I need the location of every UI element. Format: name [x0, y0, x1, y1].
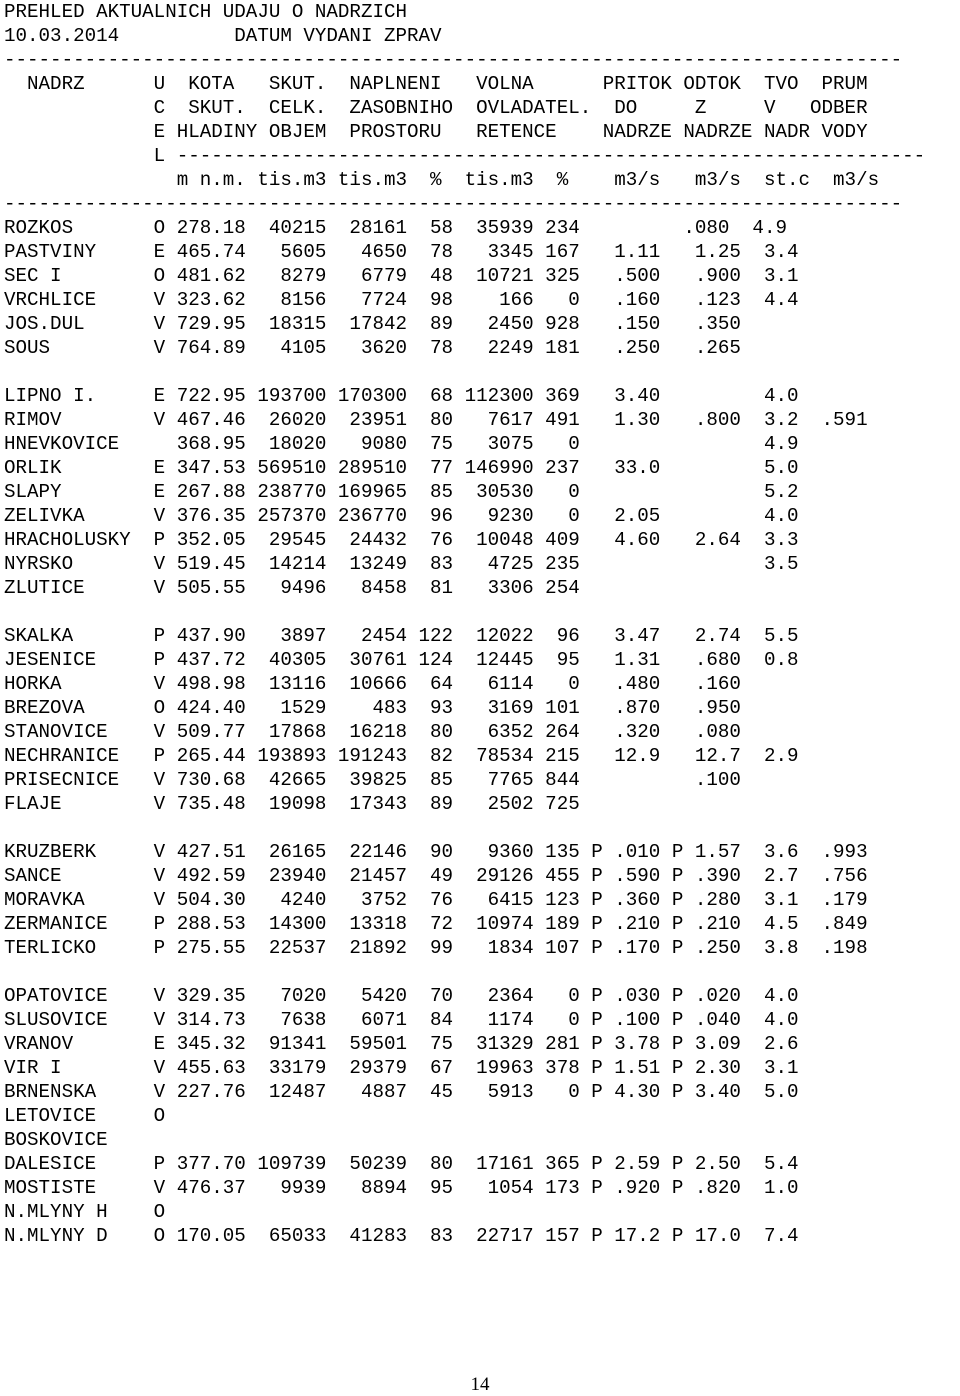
- reservoir-report: [4, 0, 925, 1248]
- table-row: MORAVKA V 504.30 4240 3752 76 6415 123 P .360 P .280 3.1 .179: [4, 889, 868, 911]
- table-row: DALESICE P 377.70 109739 50239 80 17161 365 P 2.59 P 2.50 5.4: [4, 1153, 799, 1175]
- table-row: LIPNO I. E 722.95 193700 170300 68 112300 369 3.40 4.0: [4, 385, 799, 407]
- table-row: TERLICKO P 275.55 22537 21892 99 1834 107 P .170 P .250 3.8 .198: [4, 937, 868, 959]
- table-row: JESENICE P 437.72 40305 30761 124 12445 95 1.31 .680 0.8: [4, 649, 799, 671]
- table-row: HRACHOLUSKY P 352.05 29545 24432 76 10048 409 4.60 2.64 3.3: [4, 529, 799, 551]
- blank-line: [4, 600, 925, 624]
- blank-line: [4, 360, 925, 384]
- separator-line: ------------------------------------------------------------------------------: [4, 49, 903, 71]
- table-row: PRISECNICE V 730.68 42665 39825 85 7765 844 .100: [4, 769, 741, 791]
- table-row: N.MLYNY D O 170.05 65033 41283 83 22717 157 P 17.2 P 17.0 7.4: [4, 1225, 799, 1247]
- table-row: N.MLYNY H O: [4, 1201, 166, 1223]
- table-row: JOS.DUL V 729.95 18315 17842 89 2450 928 .150 .350: [4, 313, 741, 335]
- table-row: SANCE V 492.59 23940 21457 49 29126 455 P .590 P .390 2.7 .756: [4, 865, 868, 887]
- table-row: BREZOVA O 424.40 1529 483 93 3169 101 .870 .950: [4, 697, 741, 719]
- table-row: FLAJE V 735.48 19098 17343 89 2502 725: [4, 793, 580, 815]
- table-row: ZERMANICE P 288.53 14300 13318 72 10974 189 P .210 P .210 4.5 .849: [4, 913, 868, 935]
- table-row: SEC I O 481.62 8279 6779 48 10721 325 .500 .900 3.1: [4, 265, 799, 287]
- table-row: ZLUTICE V 505.55 9496 8458 81 3306 254: [4, 577, 580, 599]
- table-row: ROZKOS O 278.18 40215 28161 58 35939 234 .080 4.9: [4, 217, 787, 239]
- table-row: KRUZBERK V 427.51 26165 22146 90 9360 135 P .010 P 1.57 3.6 .993: [4, 841, 868, 863]
- table-row: SKALKA P 437.90 3897 2454 122 12022 96 3.47 2.74 5.5: [4, 625, 799, 647]
- table-row: PASTVINY E 465.74 5605 4650 78 3345 167 1.11 1.25 3.4: [4, 241, 799, 263]
- table-row: SLUSOVICE V 314.73 7638 6071 84 1174 0 P .100 P .040 4.0: [4, 1009, 799, 1031]
- table-row: ORLIK E 347.53 569510 289510 77 146990 237 33.0 5.0: [4, 457, 799, 479]
- column-header-line: m n.m. tis.m3 tis.m3 % tis.m3 % m3/s m3/s st.c m3/s: [4, 169, 880, 191]
- column-header-line: NADRZ U KOTA SKUT. NAPLNENI VOLNA PRITOK ODTOK TVO PRUM: [4, 73, 868, 95]
- table-row: VRCHLICE V 323.62 8156 7724 98 166 0 .160 .123 4.4: [4, 289, 799, 311]
- blank-line: [4, 960, 925, 984]
- page-number: 14: [470, 1374, 490, 1395]
- column-header-line: C SKUT. CELK. ZASOBNIHO OVLADATEL. DO Z V ODBER: [4, 97, 868, 119]
- table-row: LETOVICE O: [4, 1105, 166, 1127]
- separator-line: ------------------------------------------------------------------------------: [4, 193, 903, 215]
- blank-line: [4, 816, 925, 840]
- table-row: SOUS V 764.89 4105 3620 78 2249 181 .250 .265: [4, 337, 741, 359]
- table-row: BRNENSKA V 227.76 12487 4887 45 5913 0 P 4.30 P 3.40 5.0: [4, 1081, 799, 1103]
- report-title-line: 10.03.2014 DATUM VYDANI ZPRAV: [4, 25, 442, 47]
- table-row: HORKA V 498.98 13116 10666 64 6114 0 .480 .160: [4, 673, 741, 695]
- table-row: OPATOVICE V 329.35 7020 5420 70 2364 0 P .030 P .020 4.0: [4, 985, 799, 1007]
- separator-line: L -----------------------------------------------------------------: [4, 145, 926, 167]
- table-row: MOSTISTE V 476.37 9939 8894 95 1054 173 P .920 P .820 1.0: [4, 1177, 799, 1199]
- table-row: SLAPY E 267.88 238770 169965 85 30530 0 5.2: [4, 481, 799, 503]
- report-title-line: PREHLED AKTUALNICH UDAJU O NADRZICH: [4, 1, 408, 23]
- table-row: HNEVKOVICE 368.95 18020 9080 75 3075 0 4.9: [4, 433, 799, 455]
- table-row: RIMOV V 467.46 26020 23951 80 7617 491 1.30 .800 3.2 .591: [4, 409, 868, 431]
- table-row: VRANOV E 345.32 91341 59501 75 31329 281 P 3.78 P 3.09 2.6: [4, 1033, 799, 1055]
- table-row: VIR I V 455.63 33179 29379 67 19963 378 P 1.51 P 2.30 3.1: [4, 1057, 799, 1079]
- table-row: STANOVICE V 509.77 17868 16218 80 6352 264 .320 .080: [4, 721, 741, 743]
- table-row: NECHRANICE P 265.44 193893 191243 82 78534 215 12.9 12.7 2.9: [4, 745, 799, 767]
- table-row: BOSKOVICE: [4, 1129, 108, 1151]
- table-row: ZELIVKA V 376.35 257370 236770 96 9230 0 2.05 4.0: [4, 505, 799, 527]
- column-header-line: E HLADINY OBJEM PROSTORU RETENCE NADRZE NADRZE NADR VODY: [4, 121, 868, 143]
- table-row: NYRSKO V 519.45 14214 13249 83 4725 235 3.5: [4, 553, 799, 575]
